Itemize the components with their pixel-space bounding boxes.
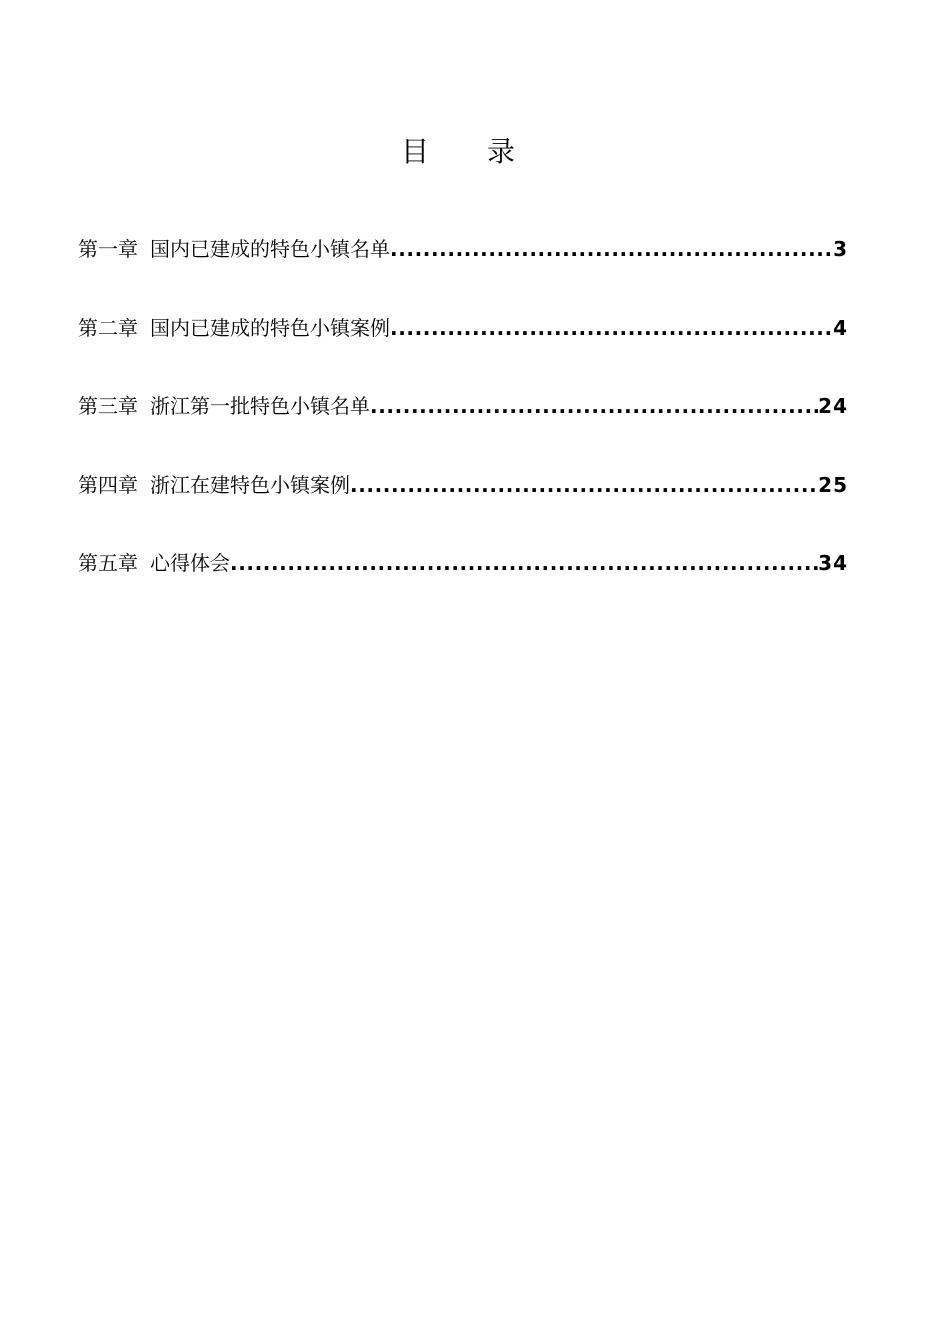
toc-chapter-number: 第四章 (78, 472, 138, 497)
toc-entry[interactable] (78, 546, 848, 580)
toc-dot-leader (390, 232, 833, 266)
toc-page-number: 24 (818, 394, 848, 418)
toc-chapter-title: 浙江在建特色小镇案例 (150, 472, 350, 497)
toc-dot-leader (390, 311, 833, 345)
toc-page-number: 34 (818, 551, 848, 575)
toc-chapter-title: 国内已建成的特色小镇名单 (150, 237, 390, 261)
toc-title: 目录 (400, 135, 573, 168)
toc-page-number: 3 (833, 237, 848, 261)
toc-dot-leader (350, 468, 818, 502)
toc-dot-leader (370, 389, 818, 423)
toc-entry[interactable] (78, 389, 848, 423)
toc-entry[interactable] (78, 468, 848, 502)
toc-chapter-number: 第五章 (78, 551, 138, 575)
toc-chapter-title: 国内已建成的特色小镇案例 (150, 315, 390, 340)
toc-entry[interactable] (78, 311, 848, 345)
toc-chapter-title: 浙江第一批特色小镇名单 (150, 394, 370, 418)
toc-chapter-title: 心得体会 (150, 551, 230, 575)
toc-dot-leader (230, 546, 818, 580)
toc-chapter-number: 第三章 (78, 394, 138, 418)
toc-entry[interactable] (78, 232, 848, 266)
toc-page-number: 4 (833, 315, 848, 340)
toc-list (78, 232, 848, 625)
toc-chapter-number: 第二章 (78, 315, 138, 340)
toc-page-number: 25 (818, 472, 848, 497)
toc-chapter-number: 第一章 (78, 237, 138, 261)
